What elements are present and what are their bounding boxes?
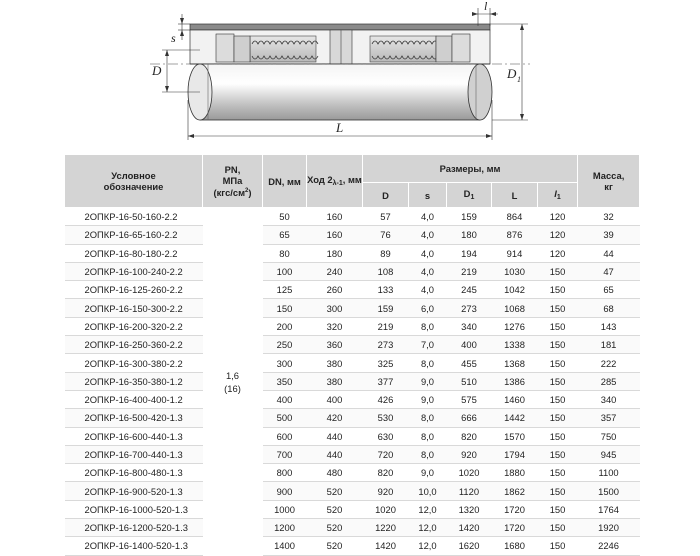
header-dimensions: Размеры, мм [363,155,578,183]
cell-stroke: 520 [307,482,363,500]
cell-l1: 150 [538,519,578,537]
table-row [65,445,640,463]
cell-d1: 159 [447,208,492,226]
cell-name: 2ОПКР-16-700-440-1.3 [65,445,203,463]
cell-name: 2ОПКР-16-65-160-2.2 [65,226,203,244]
cell-l: 1794 [492,445,538,463]
cell-d1: 273 [447,299,492,317]
cell-dn: 700 [263,445,307,463]
cell-s: 9,0 [409,464,447,482]
cell-mass: 222 [578,354,640,372]
cell-l1: 150 [538,390,578,408]
cell-d1: 1620 [447,537,492,555]
cell-s: 7,0 [409,336,447,354]
cell-s: 9,0 [409,390,447,408]
cell-name: 2ОПКР-16-80-180-2.2 [65,244,203,262]
table-row [65,464,640,482]
cell-dn: 400 [263,390,307,408]
cell-d1: 820 [447,427,492,445]
cell-stroke: 520 [307,537,363,555]
header-stroke-sub: λ-1 [332,179,343,187]
cell-mass: 1764 [578,500,640,518]
cell-l1: 120 [538,226,578,244]
table-row [65,500,640,518]
table-row [65,226,640,244]
table-row [65,262,640,280]
cell-dn: 800 [263,464,307,482]
specification-table [64,154,640,556]
cell-name: 2ОПКР-16-600-440-1.3 [65,427,203,445]
cell-mass: 47 [578,262,640,280]
table-row [65,336,640,354]
cell-l1: 150 [538,482,578,500]
header-pn-line3 [203,186,262,198]
cell-s: 6,0 [409,299,447,317]
cell-name: 2ОПКР-16-800-480-1.3 [65,464,203,482]
cell-d: 1420 [363,537,409,555]
cell-pn [203,208,263,556]
cell-name: 2ОПКР-16-300-380-2.2 [65,354,203,372]
cell-dn: 80 [263,244,307,262]
cell-s: 4,0 [409,208,447,226]
header-D1-sub: 1 [470,193,475,201]
cell-mass: 143 [578,317,640,335]
cell-mass: 44 [578,244,640,262]
cell-stroke: 420 [307,409,363,427]
cell-d: 273 [363,336,409,354]
cell-stroke: 160 [307,208,363,226]
cell-dn: 200 [263,317,307,335]
cell-d: 76 [363,226,409,244]
cell-d: 530 [363,409,409,427]
dim-label-l: l [484,0,488,13]
cell-d: 920 [363,482,409,500]
bellows-right [370,34,470,62]
cell-stroke: 380 [307,354,363,372]
header-designation [65,155,203,208]
cell-stroke: 380 [307,372,363,390]
cell-l: 1570 [492,427,538,445]
header-stroke-unit: , мм [342,173,362,185]
cell-d1: 180 [447,226,492,244]
cell-d1: 455 [447,354,492,372]
table-row [65,427,640,445]
table-row [65,482,640,500]
cell-l1: 150 [538,372,578,390]
header-pn-line1: PN, [224,164,241,175]
cell-mass: 2246 [578,537,640,555]
cell-name: 2ОПКР-16-250-360-2.2 [65,336,203,354]
header-L: L [492,183,538,208]
cell-s: 12,0 [409,500,447,518]
cell-l1: 120 [538,244,578,262]
table-row [65,208,640,226]
cell-s: 8,0 [409,445,447,463]
cell-s: 9,0 [409,372,447,390]
table-row [65,519,640,537]
cell-d: 159 [363,299,409,317]
cell-s: 12,0 [409,519,447,537]
cell-d1: 575 [447,390,492,408]
header-mass-line2: кг [604,181,613,192]
cell-dn: 600 [263,427,307,445]
header-l1-label: l [554,187,557,199]
header-l1-sub: 1 [556,193,561,201]
cell-dn: 250 [263,336,307,354]
cell-mass: 39 [578,226,640,244]
cell-mass: 945 [578,445,640,463]
cell-l: 1042 [492,281,538,299]
header-pn-line2: МПа [222,175,243,186]
cell-d1: 920 [447,445,492,463]
cell-name: 2ОПКР-16-350-380-1.2 [65,372,203,390]
cell-s: 12,0 [409,537,447,555]
cell-s: 8,0 [409,409,447,427]
cell-stroke: 240 [307,262,363,280]
cell-l1: 150 [538,464,578,482]
cell-d: 325 [363,354,409,372]
cell-mass: 340 [578,390,640,408]
cell-d: 108 [363,262,409,280]
table-row [65,409,640,427]
cell-stroke: 260 [307,281,363,299]
table-row [65,354,640,372]
cell-l: 1386 [492,372,538,390]
cell-l: 1368 [492,354,538,372]
header-dn: DN, мм [263,155,307,208]
pn-value: 1,6 [225,369,240,381]
dim-label-s: s [171,31,176,45]
cell-dn: 500 [263,409,307,427]
cell-d1: 1320 [447,500,492,518]
cell-l: 1880 [492,464,538,482]
cell-mass: 1920 [578,519,640,537]
cell-name: 2ОПКР-16-1000-520-1.3 [65,500,203,518]
dim-label-D1: D [507,66,517,81]
header-stroke-label: Ход 2 [307,173,333,185]
header-s: s [409,183,447,208]
cell-d: 820 [363,464,409,482]
expansion-joint-svg [0,0,700,150]
cell-l: 1460 [492,390,538,408]
cell-dn: 50 [263,208,307,226]
cell-stroke: 400 [307,390,363,408]
cell-name: 2ОПКР-16-200-320-2.2 [65,317,203,335]
dim-label-D1-sub: 1 [517,75,521,84]
cell-d1: 1420 [447,519,492,537]
cell-l: 1068 [492,299,538,317]
cell-l: 1030 [492,262,538,280]
cell-l1: 150 [538,354,578,372]
cell-name: 2ОПКР-16-900-520-1.3 [65,482,203,500]
cell-s: 8,0 [409,317,447,335]
cell-d: 377 [363,372,409,390]
cell-mass: 1500 [578,482,640,500]
cell-s: 10,0 [409,482,447,500]
header-pn-unit-sup: 2 [245,188,249,194]
cell-d: 1220 [363,519,409,537]
header-D1 [447,183,492,208]
cell-name: 2ОПКР-16-1400-520-1.3 [65,537,203,555]
cell-d1: 1020 [447,464,492,482]
header-pn [203,155,263,208]
cell-stroke: 520 [307,519,363,537]
cell-l1: 150 [538,281,578,299]
cell-l: 1442 [492,409,538,427]
cell-name: 2ОПКР-16-500-420-1.3 [65,409,203,427]
cell-l1: 150 [538,537,578,555]
cell-l1: 120 [538,208,578,226]
pn-value-kgf: (16) [224,382,241,394]
cell-name: 2ОПКР-16-400-400-1.2 [65,390,203,408]
cell-d: 133 [363,281,409,299]
cell-mass: 285 [578,372,640,390]
cell-l1: 150 [538,409,578,427]
cell-l1: 150 [538,500,578,518]
cell-stroke: 320 [307,317,363,335]
cell-s: 4,0 [409,226,447,244]
header-l1 [538,183,578,208]
cell-d1: 510 [447,372,492,390]
cell-d: 89 [363,244,409,262]
header-D1-label: D [463,187,471,199]
cell-s: 4,0 [409,244,447,262]
table-row [65,390,640,408]
dim-label-D: D [152,63,162,78]
cell-d1: 400 [447,336,492,354]
cell-d: 219 [363,317,409,335]
cell-mass: 357 [578,409,640,427]
table-row [65,372,640,390]
cell-l: 864 [492,208,538,226]
cell-dn: 1000 [263,500,307,518]
cell-stroke: 520 [307,500,363,518]
cell-l1: 150 [538,336,578,354]
cell-mass: 32 [578,208,640,226]
header-designation-line1: Условное [111,170,156,181]
cell-dn: 65 [263,226,307,244]
cell-s: 8,0 [409,427,447,445]
header-pn-unit: (кгс/см [213,187,246,198]
cell-stroke: 300 [307,299,363,317]
cell-l1: 150 [538,445,578,463]
cell-d: 426 [363,390,409,408]
cell-dn: 900 [263,482,307,500]
table-row [65,281,640,299]
cell-d1: 194 [447,244,492,262]
cell-d1: 219 [447,262,492,280]
cell-d: 1020 [363,500,409,518]
cell-dn: 1400 [263,537,307,555]
cell-stroke: 440 [307,445,363,463]
cell-mass: 750 [578,427,640,445]
pipe-body [188,64,492,120]
cell-d: 630 [363,427,409,445]
cell-l: 1720 [492,500,538,518]
table-row [65,244,640,262]
cell-stroke: 480 [307,464,363,482]
cell-l1: 150 [538,427,578,445]
cell-s: 8,0 [409,354,447,372]
cell-dn: 350 [263,372,307,390]
cell-name: 2ОПКР-16-50-160-2.2 [65,208,203,226]
header-stroke [307,155,363,208]
cell-mass: 68 [578,299,640,317]
table-row [65,299,640,317]
cell-dn: 100 [263,262,307,280]
cell-stroke: 160 [307,226,363,244]
header-designation-line2: обозначение [103,181,164,192]
cell-l: 876 [492,226,538,244]
cell-dn: 1200 [263,519,307,537]
cell-dn: 150 [263,299,307,317]
cell-s: 4,0 [409,262,447,280]
cell-l1: 150 [538,299,578,317]
cell-d: 57 [363,208,409,226]
cell-d1: 245 [447,281,492,299]
table-row [65,317,640,335]
cell-l: 914 [492,244,538,262]
cell-l: 1680 [492,537,538,555]
table-row [65,537,640,555]
cell-d1: 666 [447,409,492,427]
table-header [65,155,640,208]
cell-name: 2ОПКР-16-100-240-2.2 [65,262,203,280]
cell-stroke: 440 [307,427,363,445]
cell-dn: 300 [263,354,307,372]
cell-mass: 181 [578,336,640,354]
cell-l: 1338 [492,336,538,354]
cell-stroke: 180 [307,244,363,262]
cell-mass: 65 [578,281,640,299]
cell-d1: 340 [447,317,492,335]
expansion-joint-drawing [0,0,700,150]
table-body [65,208,640,556]
cell-l: 1720 [492,519,538,537]
cell-name: 2ОПКР-16-125-260-2.2 [65,281,203,299]
cell-name: 2ОПКР-16-150-300-2.2 [65,299,203,317]
header-mass [578,155,640,208]
header-mass-line1: Масса, [592,170,625,181]
cell-d1: 1120 [447,482,492,500]
cell-d: 720 [363,445,409,463]
dim-label-L: L [336,120,344,135]
cell-dn: 125 [263,281,307,299]
header-pn-unit-close: ) [248,187,252,198]
cell-s: 4,0 [409,281,447,299]
cell-mass: 1100 [578,464,640,482]
bellows-left [216,34,318,62]
header-D: D [363,183,409,208]
cell-l1: 150 [538,262,578,280]
cell-l: 1276 [492,317,538,335]
cell-stroke: 360 [307,336,363,354]
cell-name: 2ОПКР-16-1200-520-1.3 [65,519,203,537]
cell-l: 1862 [492,482,538,500]
cell-l1: 150 [538,317,578,335]
